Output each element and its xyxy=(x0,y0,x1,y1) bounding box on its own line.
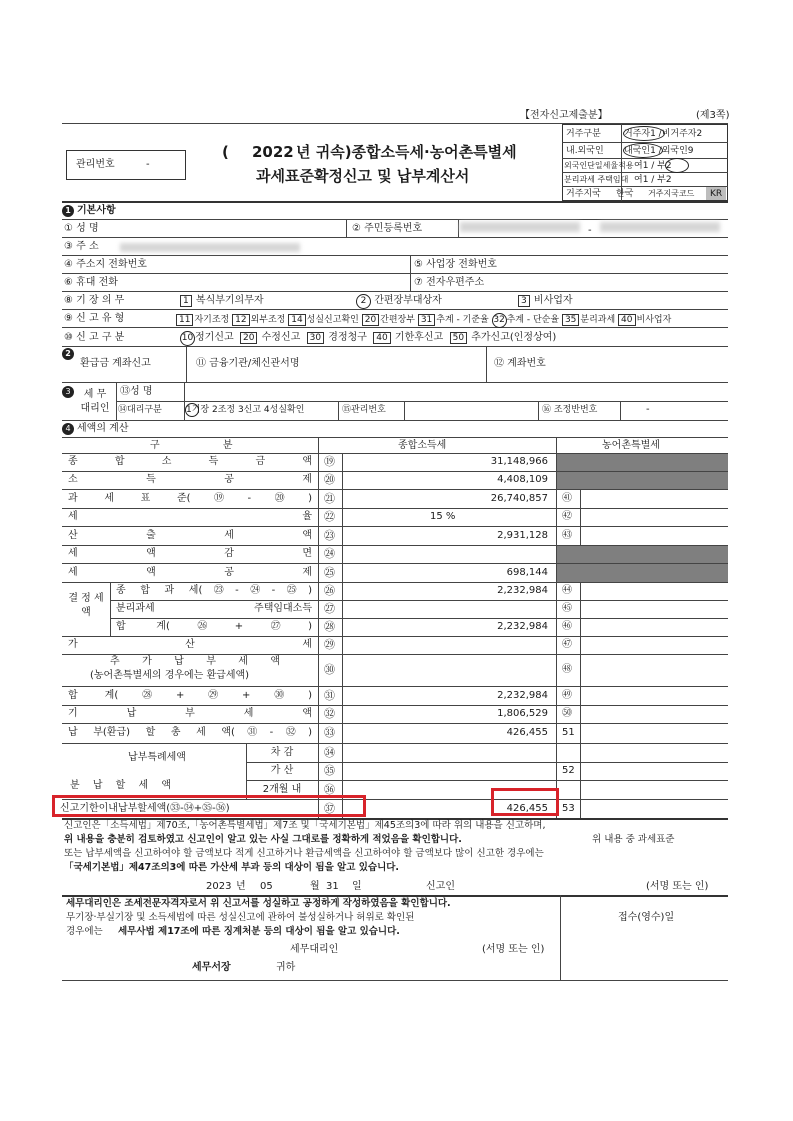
resident-circle xyxy=(623,126,665,141)
calc-row-label: 합 계(㉖+㉗) xyxy=(116,621,312,632)
decl-line1: 신고인은「소득세법」제70조,「농어촌특별세법」제7조 및「국세기본법」제45조의3에 따라 위의 내용을 신고하며, xyxy=(64,820,546,831)
title-line1: 년 귀속)종합소득세·농어촌특별세 xyxy=(296,143,517,161)
calc-row-income: 4,408,109 xyxy=(497,474,548,485)
refund-section-num: 2 xyxy=(62,348,74,360)
calc-row-label: 신고기한이내납부할세액(㉝-㉞+㉟-㊱) xyxy=(60,802,230,814)
calc-row-num: ㉒ xyxy=(324,510,335,523)
country-label: 거주지국 xyxy=(566,189,601,199)
calc-row-label: 기 납 부 세 액 xyxy=(68,708,312,719)
id-value: - xyxy=(588,225,592,236)
calc-row-num: ㉝ xyxy=(324,726,335,739)
report-classes: 10 정기신고 20 수정신고 30 경정청구 40 기한후신고 50 추가신고(인정상여) xyxy=(180,331,556,346)
calc-row-line xyxy=(62,489,728,490)
residency-value-2: 여1 / 부2 xyxy=(634,161,672,171)
agent-section-label: 세 무 대리인 xyxy=(80,389,110,414)
highlight-amount xyxy=(491,788,559,816)
installment-label: 분 납 할 세 액 xyxy=(70,780,172,791)
calc-section: 4 세액의 계산 xyxy=(62,423,128,435)
calc-row-line xyxy=(62,582,728,583)
calc-row-rural-num: ㊹ xyxy=(562,585,572,596)
calc-row-income: 426,455 xyxy=(506,802,548,814)
residency-label-1: 내.외국인 xyxy=(566,146,604,156)
date-year-unit: 년 xyxy=(236,881,246,892)
calc-row-label: 분리과세 주택임대소득 xyxy=(116,603,312,614)
calc-row-label: 세 율 xyxy=(68,511,312,522)
office-label: 세무서장 xyxy=(192,962,231,973)
date-day: 31 xyxy=(326,881,339,892)
calc-row-num: ㉛ xyxy=(324,688,335,702)
calc-row-label: 차 감 xyxy=(270,746,294,758)
calc-row-rural-num: ㊸ xyxy=(562,529,572,541)
residency-label-0: 거주구분 xyxy=(566,129,601,139)
calc-row-rural-num: 52 xyxy=(562,765,575,776)
extra-note: (농어촌특별세의 경우에는 환급세액) xyxy=(90,670,250,681)
calc-row-line xyxy=(110,600,728,601)
country-code-value: KR xyxy=(710,189,723,199)
calc-row-line xyxy=(62,526,728,527)
calc-row-num: ㉖ xyxy=(324,584,335,597)
adjust-label: ⑯ 조정반번호 xyxy=(542,405,598,415)
calc-row-label: 과 세 표 준(⑲-⑳) xyxy=(68,492,312,504)
agent-confirm-line3b: 세무사법 제17조에 따른 징계처분 등의 대상이 됨을 알고 있습니다. xyxy=(118,926,400,937)
calc-row-label: 가 산 xyxy=(270,765,294,776)
mgmt-label: 관리번호 xyxy=(76,159,115,170)
agent-section: 3 xyxy=(62,386,74,398)
calc-row-rural-num: ㊽ xyxy=(562,664,572,675)
calc-row-rural-num: ㊾ xyxy=(562,689,572,701)
decl-line4: 「국세기본법」제47조의3에 따른 가산세 부과 등의 대상이 됨을 알고 있습니다. xyxy=(64,862,400,873)
domestic-circle xyxy=(623,143,663,158)
col-rural: 농어촌특별세 xyxy=(602,440,660,451)
redacted-address xyxy=(120,243,300,252)
calc-row-num: ㊲ xyxy=(324,801,335,815)
calc-row-num: ㉔ xyxy=(324,547,335,560)
calc-row-num: ㉞ xyxy=(324,745,335,759)
calc-row-num: ㊱ xyxy=(324,782,335,796)
calc-row-income: 2,232,984 xyxy=(497,585,548,596)
calc-row-label: 납 부(환급) 할 총 세 액(㉛-㉜) xyxy=(68,727,312,738)
calc-row-num: ⑳ xyxy=(324,473,335,486)
mobile-label: ⑥ 휴대 전화 xyxy=(64,277,118,288)
calc-row-num: ㉜ xyxy=(324,707,335,720)
calc-row-line xyxy=(62,654,728,655)
calc-row-rural-num: ㊿ xyxy=(562,708,572,719)
bookkeeping-opt-2: 2 간편장부대상자 xyxy=(356,294,442,309)
agent-confirm-line3a: 경우에는 xyxy=(66,926,103,937)
decl-line2: 위 내용을 충분히 검토하였고 신고인이 알고 있는 사실 그대로를 정확하게 적었음을 확인합니다. xyxy=(64,834,462,845)
calc-row-line xyxy=(62,686,728,687)
decl-line3: 또는 납부세액을 신고하여야 할 금액보다 적게 신고하거나 환급세액을 신고하여야 할 금액보다 많이 신고한 경우에는 xyxy=(64,848,544,859)
title-year: 2022 xyxy=(252,143,294,161)
calc-row-income: 15 % xyxy=(430,511,456,522)
calc-row-label: 산 출 세 액 xyxy=(68,529,312,541)
calc-row-num: ㉟ xyxy=(324,764,335,777)
calc-row-num: ⑲ xyxy=(324,455,335,468)
date-year: 2023 xyxy=(206,881,232,892)
title-year-prefix: ( xyxy=(222,143,229,161)
redacted-id xyxy=(460,222,580,232)
name-label: ① 성 명 xyxy=(64,223,99,234)
calc-row-line xyxy=(62,705,728,706)
date-month: 05 xyxy=(260,881,273,892)
report-types: 11 자기조정 12 외부조정 14 성실신고확인 20 간편장부 31 추계 - 기준율 32 추계 - 단순율 35 분리과세 40 비사업자 xyxy=(176,313,671,328)
calc-row-income: 2,232,984 xyxy=(497,689,548,701)
redacted-id-2 xyxy=(600,222,720,232)
receipt-label: 접수(영수)일 xyxy=(618,912,675,923)
calc-row-line xyxy=(246,780,728,781)
calc-row-label: 종 합 과 세(㉓-㉔-㉕) xyxy=(116,585,312,596)
bank-label: ⑪ 금융기관/체신관서명 xyxy=(196,358,300,369)
country-value: 한국 xyxy=(616,189,634,199)
date-month-unit: 월 xyxy=(310,881,320,892)
calc-row-line xyxy=(62,508,728,509)
agent-confirm-line1: 세무대리인은 조세전문자격자로서 위 신고서를 성실하고 공정하게 작성하였음을 확인합니다. xyxy=(66,898,451,909)
decl-line2b: 위 내용 중 과세표준 xyxy=(592,834,675,845)
mgmt-value: - xyxy=(146,159,150,170)
agent-name-label: ⑬성 명 xyxy=(120,386,153,397)
agent-confirm-label: 세무대리인 xyxy=(290,944,339,955)
calc-row-rural-num: ㊻ xyxy=(562,621,572,632)
residency-value-0: 거주자1 /비거주자2 xyxy=(624,129,703,139)
address-label: ③ 주 소 xyxy=(64,241,99,252)
country-code-label: 거주지국코드 xyxy=(648,189,695,198)
calc-row-label: 2개월 내 xyxy=(262,783,302,795)
calc-row-income: 26,740,857 xyxy=(490,492,548,504)
highlight-label xyxy=(52,795,366,817)
residency-label-3: 분리과세 주택임대 xyxy=(564,175,629,184)
biz-phone-label: ⑤ 사업장 전화번호 xyxy=(414,259,497,270)
account-label: ⑫ 계좌번호 xyxy=(494,358,546,369)
calc-row-label: 세 액 공 제 xyxy=(68,566,312,578)
refund-label: 환급금 계좌신고 xyxy=(80,358,151,369)
agent-type-label: ⑭대리구분 xyxy=(118,405,162,415)
calc-row-line xyxy=(110,618,728,619)
page-label: (제3쪽) xyxy=(696,110,730,121)
calc-row-label: 종 합 소 득 금 액 xyxy=(68,456,312,467)
calc-row-num: ㉑ xyxy=(324,491,335,505)
bookkeeping-label: ⑧ 기 장 의 무 xyxy=(64,295,125,306)
calc-row-rural-num: ㊼ xyxy=(562,639,572,650)
agent-type-opts: 1기장 2조정 3신고 4성실확인 xyxy=(186,405,305,415)
calc-row-line xyxy=(62,636,728,637)
calc-row-num: ㉓ xyxy=(324,528,335,542)
office-suffix: 귀하 xyxy=(276,962,296,973)
calc-row-label: 가 산 세 xyxy=(68,639,312,650)
filer-sign-label: (서명 또는 인) xyxy=(646,881,709,892)
calc-row-num: ㉗ xyxy=(324,602,335,615)
calc-row-label: 합 계(㉘+㉙+㉚) xyxy=(68,689,312,701)
home-phone-label: ④ 주소지 전화번호 xyxy=(64,259,147,270)
title-line2: 과세표준확정신고 및 납부계산서 xyxy=(256,167,470,185)
calc-row-rural-num: 51 xyxy=(562,727,575,738)
col-item: 구 분 xyxy=(150,440,233,451)
adjust-value: - xyxy=(646,404,650,415)
agent-mgmt-label: ⑮관리번호 xyxy=(342,405,386,415)
submission-label: 【전자신고제출분】 xyxy=(520,110,608,121)
calc-row-income: 1,806,529 xyxy=(497,708,548,719)
calc-row-line xyxy=(62,723,728,724)
calc-row-income: 426,455 xyxy=(506,727,548,738)
residency-label-2: 외국인단일세율적용 xyxy=(564,161,634,170)
date-day-unit: 일 xyxy=(352,881,362,892)
residency-value-1: 내국인1 /외국인9 xyxy=(624,146,694,156)
calc-row-label: 추 가 납 부 세 액 xyxy=(110,656,280,667)
calc-row-income: 31,148,966 xyxy=(490,456,548,467)
report-type-label: ⑨ 신 고 유 형 xyxy=(64,313,125,324)
col-income: 종합소득세 xyxy=(398,440,447,451)
report-class-label: ⑩ 신 고 구 분 xyxy=(64,332,125,343)
determined-label: 결 정 세 액 xyxy=(68,593,104,618)
calc-row-income: 2,931,128 xyxy=(497,529,548,541)
email-label: ⑦ 전자우편주소 xyxy=(414,277,485,288)
agent-confirm-line2: 무기장·부실기장 및 소득세법에 따른 성실신고에 관하여 불성실하거나 허위로 확인된 xyxy=(66,912,415,923)
residency-value-3: 여1 / 부2 xyxy=(634,175,672,185)
calc-row-num: ㉚ xyxy=(324,663,335,676)
calc-row-line xyxy=(62,545,728,546)
special-label: 납부특례세액 xyxy=(128,752,186,763)
bookkeeping-opt-1: 1 복식부기의무자 xyxy=(180,295,264,307)
calc-row-rural-num: ㊷ xyxy=(562,511,572,522)
filer-label: 신고인 xyxy=(426,881,455,892)
calc-row-income: 2,232,984 xyxy=(497,621,548,632)
calc-row-rural-num: 53 xyxy=(562,802,575,814)
calc-row-num: ㉘ xyxy=(324,620,335,633)
id-label: ② 주민등록번호 xyxy=(352,223,423,234)
calc-row-line xyxy=(246,762,728,763)
calc-row-income: 698,144 xyxy=(506,566,548,578)
calc-row-label: 세 액 감 면 xyxy=(68,548,312,559)
calc-row-line xyxy=(62,563,728,564)
bookkeeping-opt-3: 3 비사업자 xyxy=(518,295,573,307)
agent-type-circle xyxy=(185,403,199,417)
calc-row-line xyxy=(62,743,728,744)
flat-rate-circle xyxy=(665,158,689,173)
calc-row-rural-num: ㊺ xyxy=(562,603,572,614)
agent-sign-label: (서명 또는 인) xyxy=(482,944,545,955)
basic-section-title: 1 기본사항 xyxy=(62,205,116,217)
calc-row-line xyxy=(62,471,728,472)
calc-row-rural-num: ㊶ xyxy=(562,492,572,504)
calc-row-label: 소 득 공 제 xyxy=(68,474,312,485)
calc-row-num: ㉕ xyxy=(324,565,335,579)
calc-row-num: ㉙ xyxy=(324,638,335,651)
